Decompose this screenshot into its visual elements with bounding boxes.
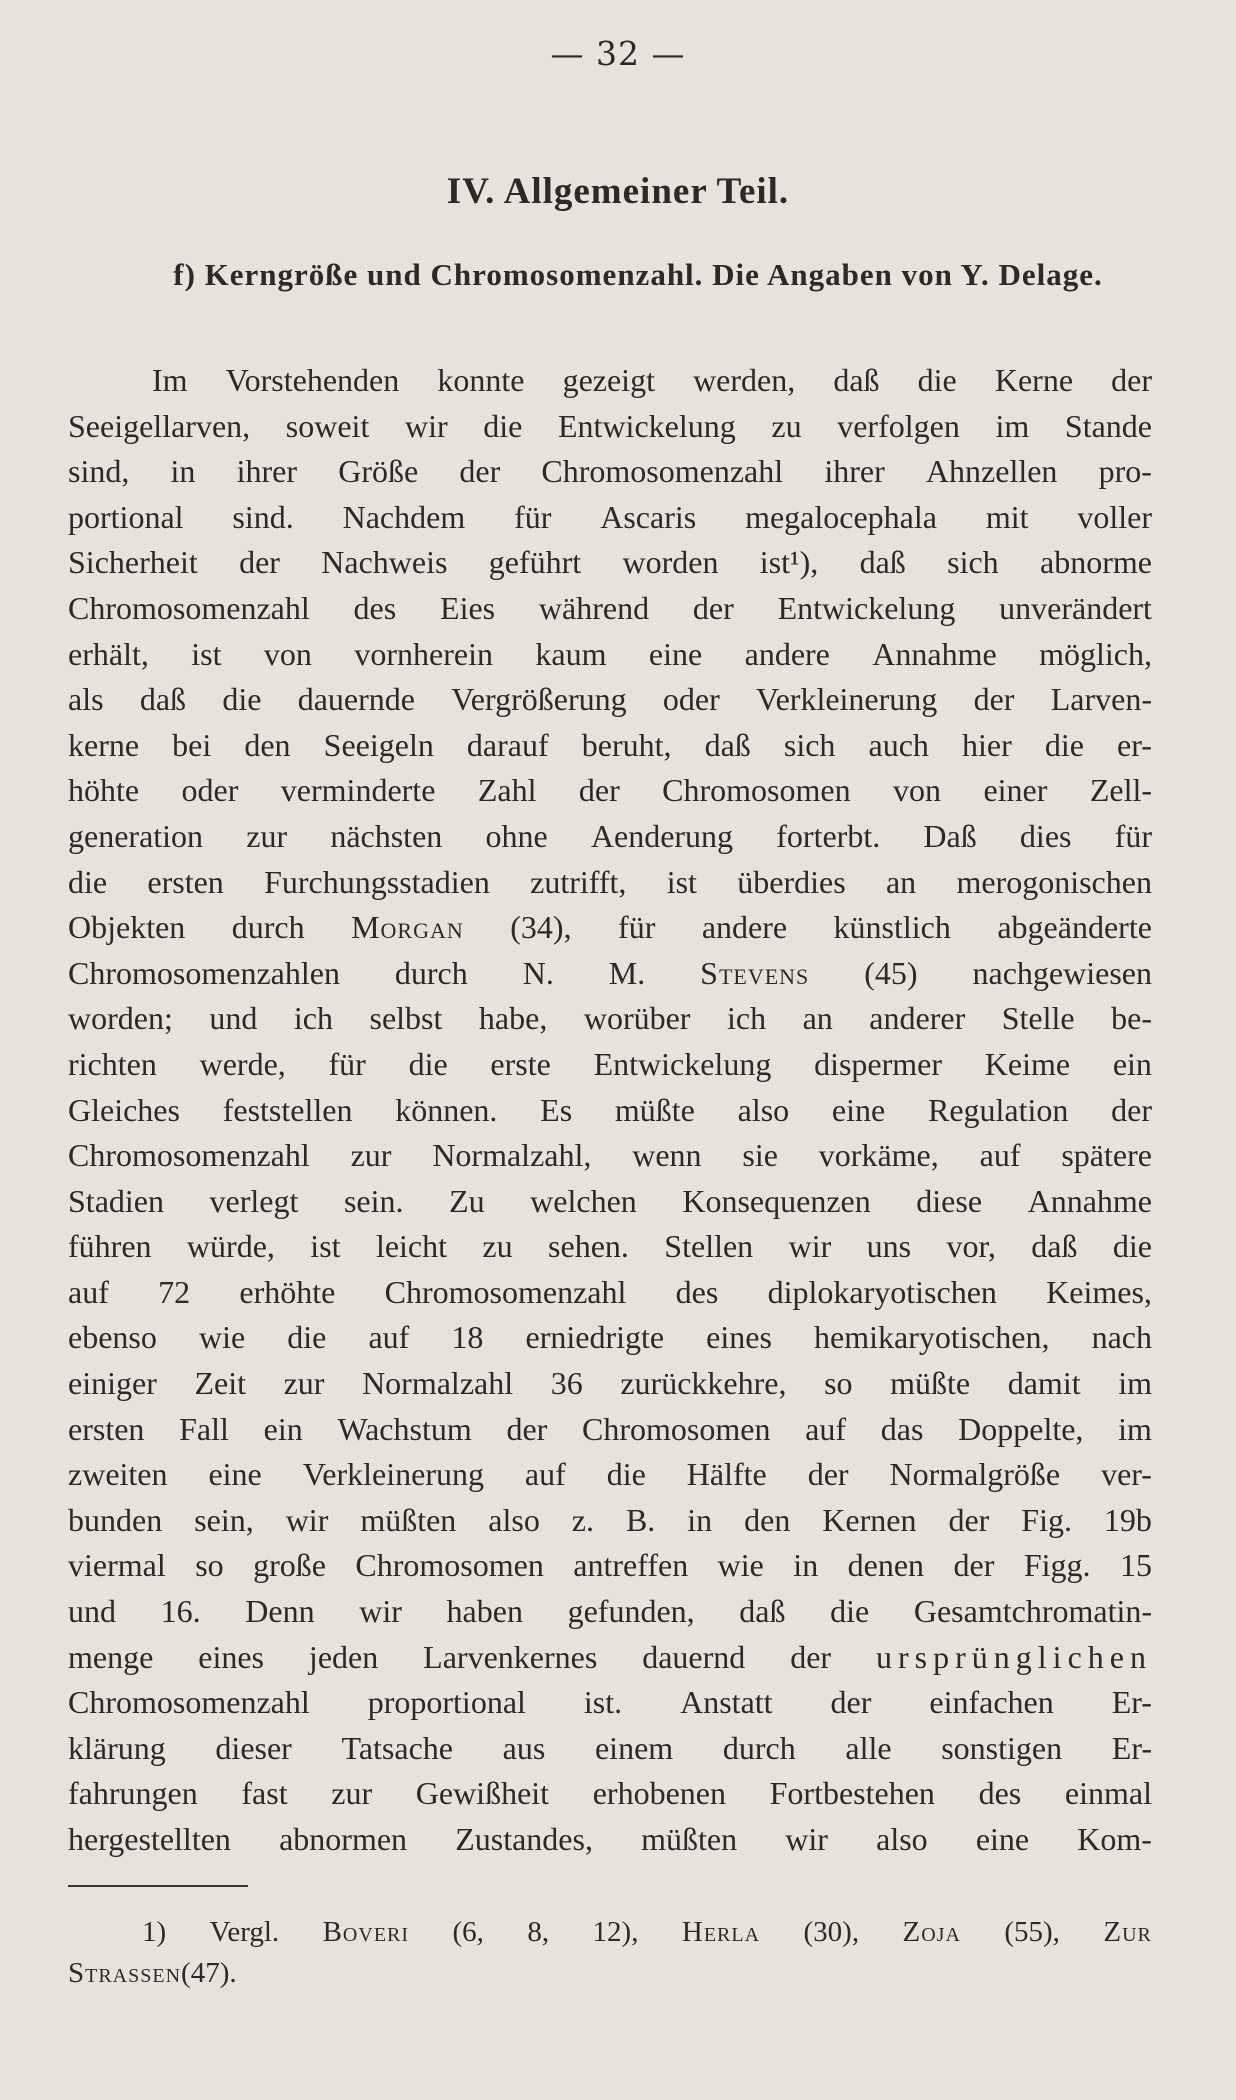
text-line: auf 72 erhöhte Chromosomenzahl des diplokaryotischen Keimes,: [68, 1273, 1152, 1310]
text-line: Chromosomenzahl zur Normalzahl, wenn sie vorkäme, auf spätere: [68, 1137, 1152, 1174]
section-heading: IV. Allgemeiner Teil.: [446, 171, 790, 212]
text-line: generation zur nächsten ohne Aenderung forterbt. Daß dies für: [68, 817, 1152, 854]
text-line: Chromosomenzahlen durch N. M. Stevens (45) nachgewiesen: [68, 954, 1152, 991]
text-line: portional sind. Nachdem für Ascaris megalocephala mit voller: [68, 498, 1152, 535]
text-line: sind, in ihrer Größe der Chromosomenzahl ihrer Ahnzellen pro-: [68, 453, 1152, 490]
text-line: klärung dieser Tatsache aus einem durch alle sonstigen Er-: [68, 1729, 1152, 1766]
text-line: und 16. Denn wir haben gefunden, daß die Gesamtchromatin-: [68, 1593, 1152, 1630]
text-line: ersten Fall ein Wachstum der Chromosomen auf das Doppelte, im: [68, 1410, 1152, 1447]
text-line: zweiten eine Verkleinerung auf die Hälfte der Normalgröße ver-: [68, 1456, 1152, 1493]
text-line: als daß die dauernde Vergrößerung oder Verkleinerung der Larven-: [68, 681, 1152, 718]
footnote-divider: [68, 1885, 248, 1887]
text-line: Gleiches feststellen können. Es müßte also eine Regulation der: [68, 1091, 1152, 1128]
text-line: menge eines jeden Larvenkernes dauernd der ursprünglichen: [68, 1638, 1152, 1675]
text-line: kerne bei den Seeigeln darauf beruht, daß sich auch hier die er-: [68, 726, 1152, 763]
text-line: einiger Zeit zur Normalzahl 36 zurückkehre, so müßte damit im: [68, 1365, 1152, 1402]
text-line: führen würde, ist leicht zu sehen. Stellen wir uns vor, daß die: [68, 1228, 1152, 1265]
text-line: Im Vorstehenden konnte gezeigt werden, daß die Kerne der: [152, 362, 1152, 398]
text-line: ebenso wie die auf 18 erniedrigte eines hemikaryotischen, nach: [68, 1319, 1152, 1356]
text-line: hergestellten abnormen Zustandes, müßten wir also eine Kom-: [68, 1821, 1152, 1857]
page-number: — 32 —: [550, 34, 686, 73]
text-line: höhte oder verminderte Zahl der Chromosomen von einer Zell-: [68, 772, 1152, 809]
text-line: Sicherheit der Nachweis geführt worden ist¹), daß sich abnorme: [68, 544, 1152, 581]
text-line: Chromosomenzahl des Eies während der Entwickelung unverändert: [68, 589, 1152, 626]
text-line: erhält, ist von vornherein kaum eine andere Annahme möglich,: [68, 635, 1152, 672]
footnote-line: 1) Vergl. Boveri (6, 8, 12), Herla (30), Zoja (55), Zur: [142, 1916, 1152, 1948]
text-line: Chromosomenzahl proportional ist. Anstatt der einfachen Er-: [68, 1684, 1152, 1721]
footnote-line: Strassen (47).: [68, 1957, 237, 1989]
text-line: die ersten Furchungsstadien zutrifft, ist überdies an merogonischen: [68, 863, 1152, 900]
text-line: bunden sein, wir müßten also z. B. in den Kernen der Fig. 19b: [68, 1501, 1152, 1538]
footnote: [68, 1912, 1152, 1994]
text-line: worden; und ich selbst habe, worüber ich an anderer Stelle be-: [68, 1000, 1152, 1037]
text-line: fahrungen fast zur Gewißheit erhobenen Fortbestehen des einmal: [68, 1775, 1152, 1812]
text-line: Stadien verlegt sein. Zu welchen Konsequenzen diese Annahme: [68, 1182, 1152, 1219]
text-line: viermal so große Chromosomen antreffen wie in denen der Figg. 15: [68, 1547, 1152, 1584]
body-text: [68, 358, 1152, 1863]
text-line: richten werde, für die erste Entwickelung dispermer Keime ein: [68, 1045, 1152, 1082]
subsection-heading: f) Kerngröße und Chromosomenzahl. Die Angaben von Y. Delage.: [173, 257, 1103, 292]
text-line: Seeigellarven, soweit wir die Entwickelung zu verfolgen im Stande: [68, 407, 1152, 444]
text-line: Objekten durch Morgan (34), für andere künstlich abgeänderte: [68, 909, 1152, 946]
